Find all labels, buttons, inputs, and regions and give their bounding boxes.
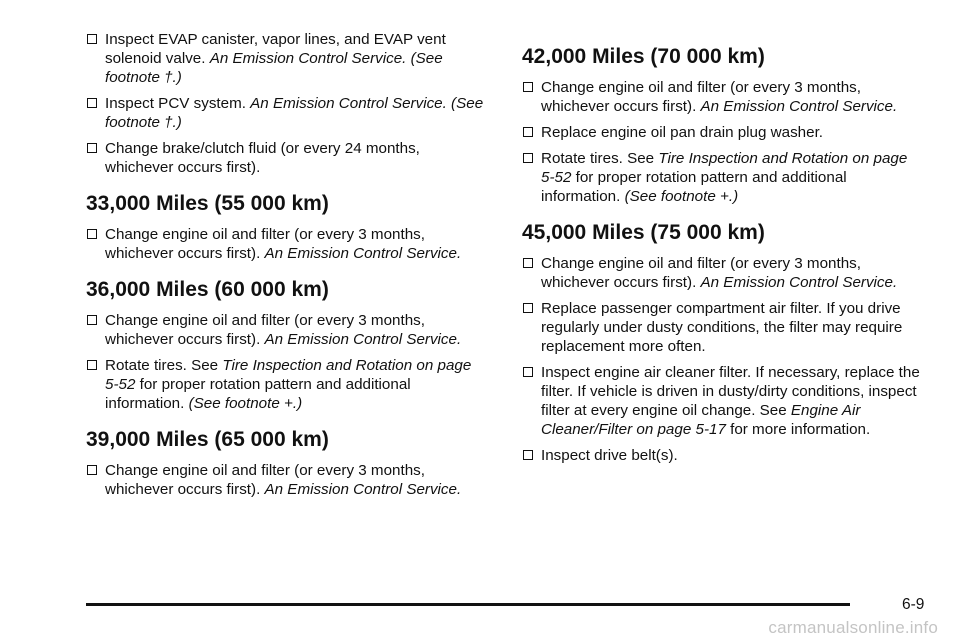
- checklist-item: Rotate tires. See Tire Inspection and Rotation on page 5-52 for proper rotation pattern and additional information. (See footnote +.): [522, 149, 922, 206]
- checklist-item: Change engine oil and filter (or every 3 months, whichever occurs first). An Emission Control Service.: [522, 78, 922, 116]
- cross-reference-link: Tire Inspection and Rotation on page 5-52: [541, 150, 908, 186]
- checkbox-icon: [87, 360, 97, 370]
- watermark: carmanualsonline.info: [768, 618, 938, 637]
- checkbox-icon: [523, 303, 533, 313]
- checklist-item: Change engine oil and filter (or every 3 months, whichever occurs first). An Emission Control Service.: [522, 254, 922, 292]
- checkbox-icon: [87, 315, 97, 325]
- checklist-item: Change engine oil and filter (or every 3 months, whichever occurs first). An Emission Control Service.: [86, 461, 486, 499]
- checklist-item: Replace engine oil pan drain plug washer.: [522, 123, 922, 142]
- checkbox-icon: [523, 127, 533, 137]
- section-heading-36000: 36,000 Miles (60 000 km): [86, 278, 329, 301]
- checklist-item: Change engine oil and filter (or every 3 months, whichever occurs first). An Emission Control Service.: [86, 225, 486, 263]
- left-column: [86, 30, 486, 506]
- cross-reference-link: Tire Inspection and Rotation on page 5-52: [105, 357, 472, 393]
- footer-rule: [86, 603, 850, 606]
- section-heading-45000: 45,000 Miles (75 000 km): [522, 221, 765, 244]
- right-column: [522, 30, 922, 472]
- checkbox-icon: [87, 98, 97, 108]
- section-heading-42000: 42,000 Miles (70 000 km): [522, 45, 765, 68]
- checklist-item: Rotate tires. See Tire Inspection and Rotation on page 5-52 for proper rotation pattern and additional information. (See footnote +.): [86, 356, 486, 413]
- checkbox-icon: [523, 258, 533, 268]
- checkbox-icon: [523, 450, 533, 460]
- checkbox-icon: [523, 367, 533, 377]
- section-heading-33000: 33,000 Miles (55 000 km): [86, 192, 329, 215]
- checklist-item: Change brake/clutch fluid (or every 24 months, whichever occurs first).: [86, 139, 486, 177]
- checklist-item: Change engine oil and filter (or every 3 months, whichever occurs first). An Emission Control Service.: [86, 311, 486, 349]
- checkbox-icon: [523, 82, 533, 92]
- checklist-item: Inspect drive belt(s).: [522, 446, 922, 465]
- checkbox-icon: [87, 229, 97, 239]
- checklist-item: Replace passenger compartment air filter. If you drive regularly under dusty conditions, the filter may require replacement more often.: [522, 299, 922, 356]
- checkbox-icon: [523, 153, 533, 163]
- checklist-item: Inspect PCV system. An Emission Control Service. (See footnote †.): [86, 94, 486, 132]
- checklist-item: Inspect engine air cleaner filter. If necessary, replace the filter. If vehicle is driven in dusty/dirty conditions, inspect filter at every engine oil change. See Engine Air Cleaner/Filter on page 5-17 for more information.: [522, 363, 922, 439]
- checklist-item: Inspect EVAP canister, vapor lines, and EVAP vent solenoid valve. An Emission Control Service. (See footnote †.): [86, 30, 486, 87]
- checkbox-icon: [87, 143, 97, 153]
- section-heading-39000: 39,000 Miles (65 000 km): [86, 428, 329, 451]
- checkbox-icon: [87, 34, 97, 44]
- page-number: 6-9: [902, 596, 925, 613]
- checkbox-icon: [87, 465, 97, 475]
- cross-reference-link: Engine Air Cleaner/Filter on page 5-17: [541, 402, 861, 438]
